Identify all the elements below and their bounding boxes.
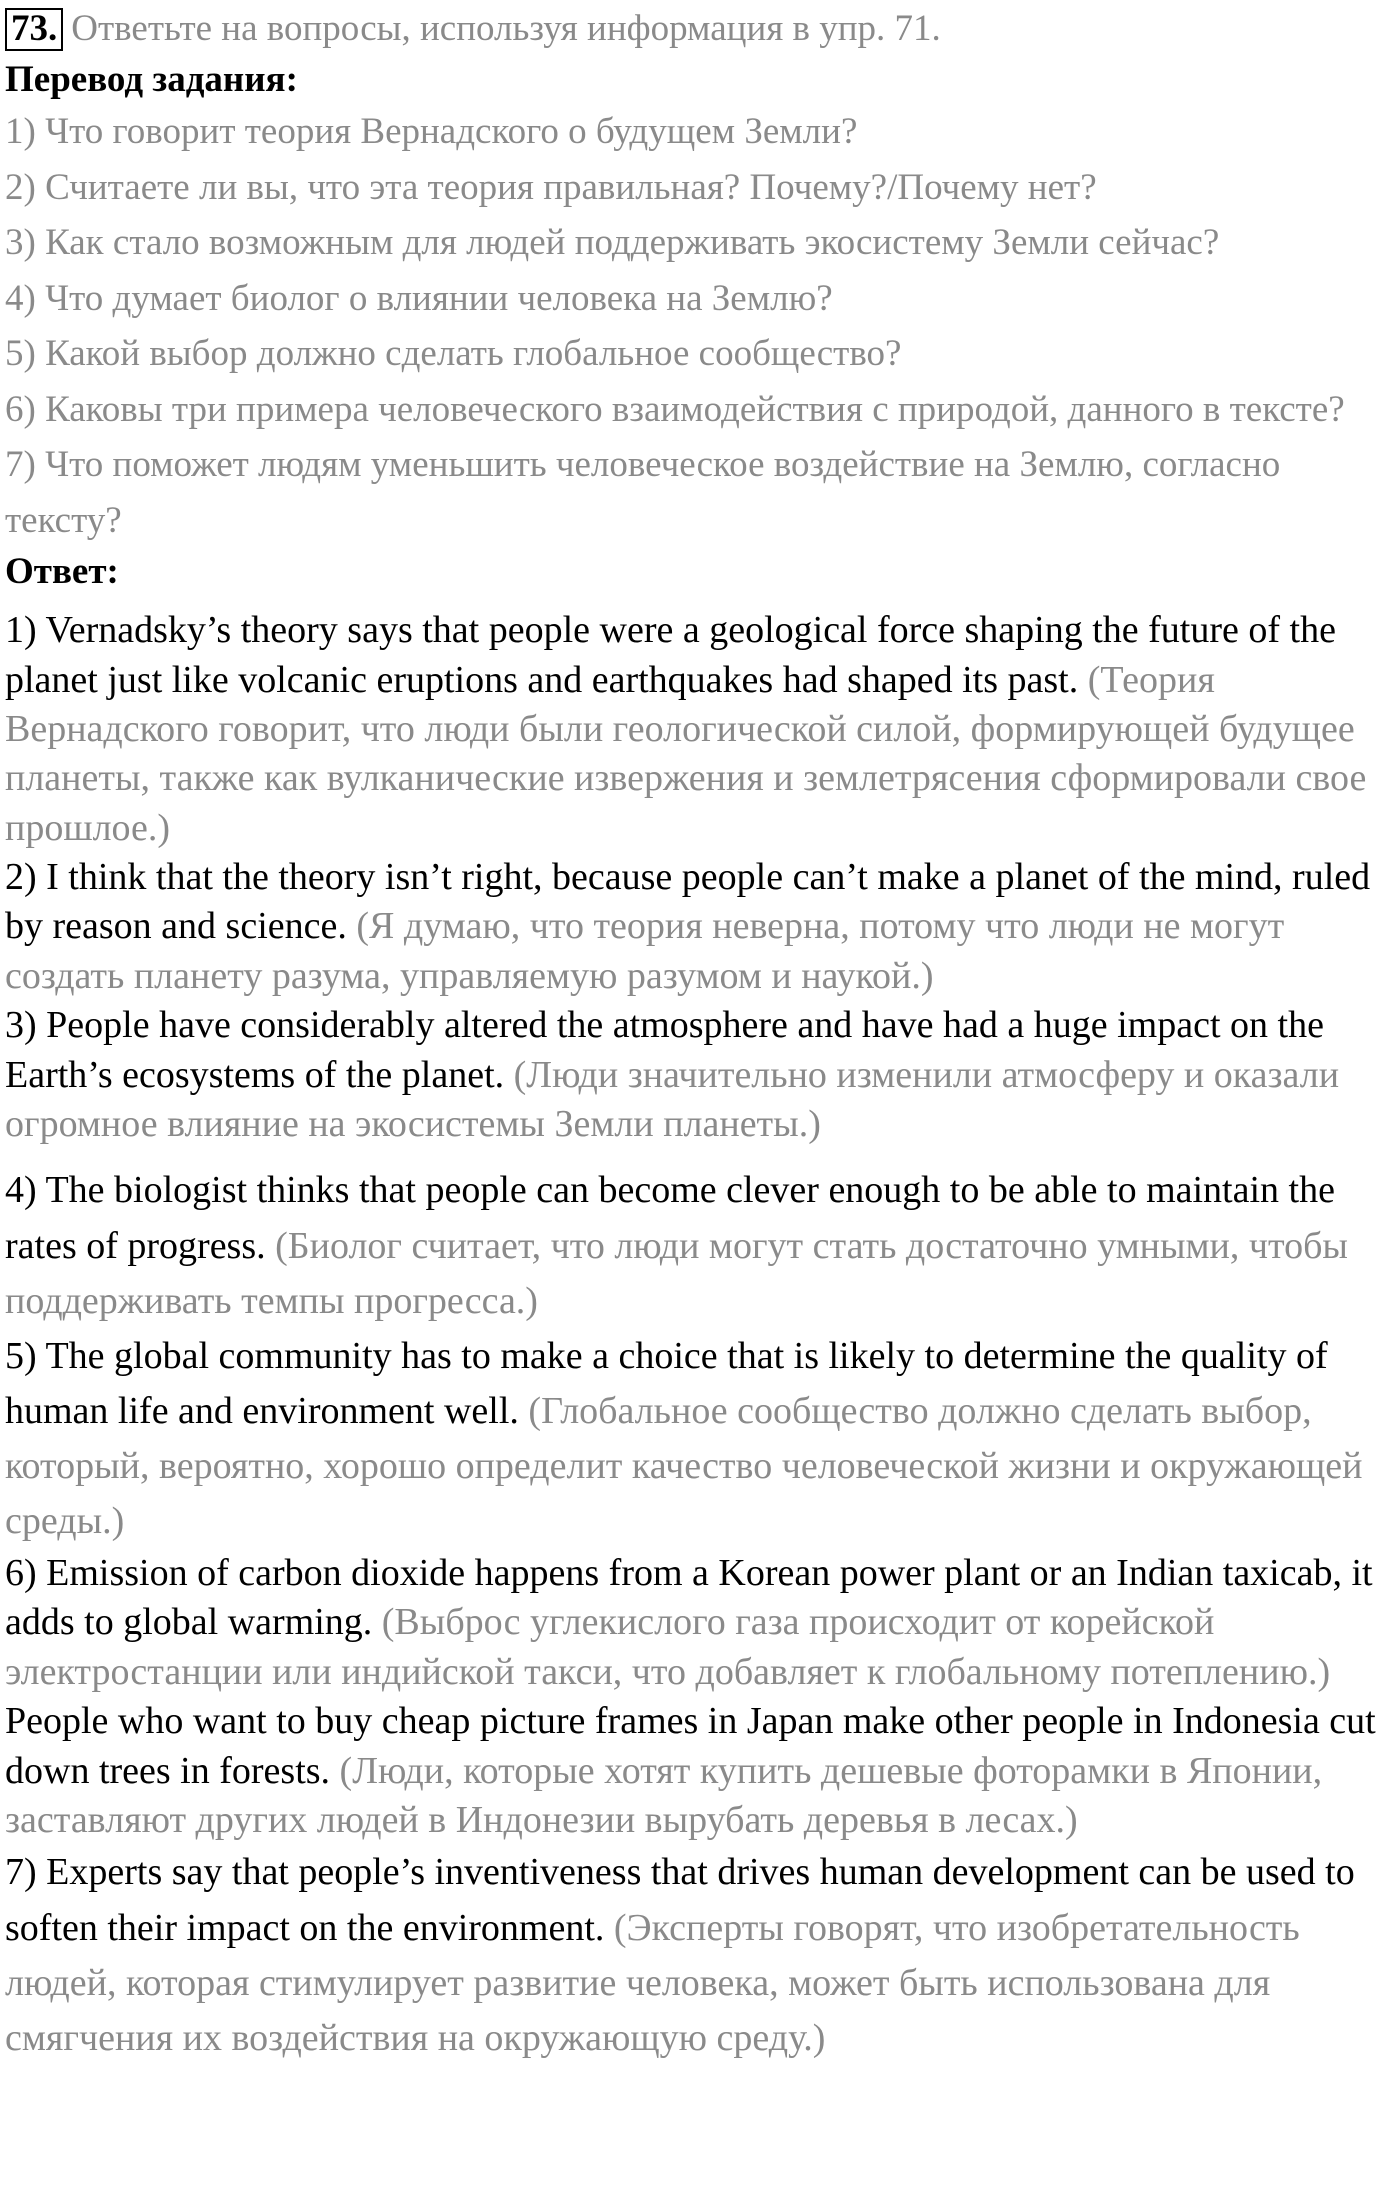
answer-heading: Ответ:: [5, 551, 119, 593]
questions-list: [5, 104, 1394, 548]
answer-item: [5, 1549, 1394, 1845]
answer-english: 7) Experts say that people’s inventiveness that drives human development can be used to soften their impact on the environment.: [5, 1851, 1355, 1949]
question-item: 6) Каковы три примера человеческого взаимодействия с природой, данного в тексте?: [5, 388, 1345, 430]
answer-russian: (Люди значительно изменили атмосферу и оказали огромное влияние на экосистемы Земли планеты.): [5, 1053, 1340, 1146]
answer-english: 3) People have considerably altered the atmosphere and have had a huge impact on the Earth’s ecosystems of the planet.: [5, 1004, 1324, 1096]
answer-english: 5) The global community has to make a choice that is likely to determine the quality of human life and environment well.: [5, 1334, 1328, 1432]
answer-english: 1) Vernadsky’s theory says that people were a geological force shaping the future of the planet just like volcanic eruptions and earthquakes had shaped its past.: [5, 609, 1336, 701]
answer-english: 4) The biologist thinks that people can become clever enough to be able to maintain the rates of progress.: [5, 1169, 1335, 1267]
question-item: 7) Что поможет людям уменьшить человеческое воздействие на Землю, согласно тексту?: [5, 444, 1281, 541]
answer-item: [5, 1001, 1394, 1149]
answer-item: [5, 1163, 1394, 1328]
question-item: 1) Что говорит теория Вернадского о будущем Земли?: [5, 111, 858, 153]
task-number-box: 73.: [5, 8, 63, 51]
answer-russian: (Теория Вернадского говорит, что люди были геологической силой, формирующей будущее планеты, также как вулканические извержения и землетрясения сформировали свое прошлое.): [5, 658, 1367, 849]
question-item: 5) Какой выбор должно сделать глобальное сообщество?: [5, 333, 902, 375]
answer-russian: (Глобальное сообщество должно сделать выбор, который, вероятно, хорошо определит качество человеческой жизни и окружающей среды.): [5, 1389, 1363, 1542]
answer-english-second: People who want to buy cheap picture frames in Japan make other people in Indonesia cut down trees in forests.: [5, 1700, 1376, 1792]
translation-heading: Перевод задания:: [5, 58, 298, 100]
answer-item: [5, 1845, 1394, 2065]
question-item: 4) Что думает биолог о влиянии человека на Землю?: [5, 277, 833, 319]
answer-item: [5, 853, 1394, 1001]
answer-item: [5, 1329, 1394, 1549]
task-text: Ответьте на вопросы, используя информация в упр. 71.: [71, 8, 941, 49]
question-item: 3) Как стало возможным для людей поддерживать экосистему Земли сейчас?: [5, 222, 1220, 264]
answer-russian-second: (Люди, которые хотят купить дешевые фоторамки в Японии, заставляют других людей в Индонезии вырубать деревья в лесах.): [5, 1749, 1323, 1842]
answers-list: [5, 606, 1394, 2066]
answer-russian: (Я думаю, что теория неверна, потому что люди не могут создать планету разума, управляемую разумом и наукой.): [5, 905, 1285, 997]
answer-english: 6) Emission of carbon dioxide happens from a Korean power plant or an Indian taxicab, it adds to global warming.: [5, 1552, 1373, 1644]
answer-russian: (Выброс углекислого газа происходит от корейской электростанции или индийской такси, что добавляет к глобальному потеплению.): [5, 1601, 1331, 1693]
question-item: 2) Считаете ли вы, что эта теория правильная? Почему?/Почему нет?: [5, 166, 1097, 208]
task-header: [5, 4, 1394, 54]
answer-english: 2) I think that the theory isn’t right, because people can’t make a planet of the mind, ruled by reason and science.: [5, 856, 1371, 948]
answer-russian: (Эксперты говорят, что изобретательность людей, которая стимулирует развитие человека, может быть использована для смягчения их воздействия на окружающую среду.): [5, 1906, 1300, 2059]
answer-item: [5, 606, 1394, 853]
answer-russian: (Биолог считает, что люди могут стать достаточно умными, чтобы поддерживать темпы прогресса.): [5, 1224, 1348, 1322]
